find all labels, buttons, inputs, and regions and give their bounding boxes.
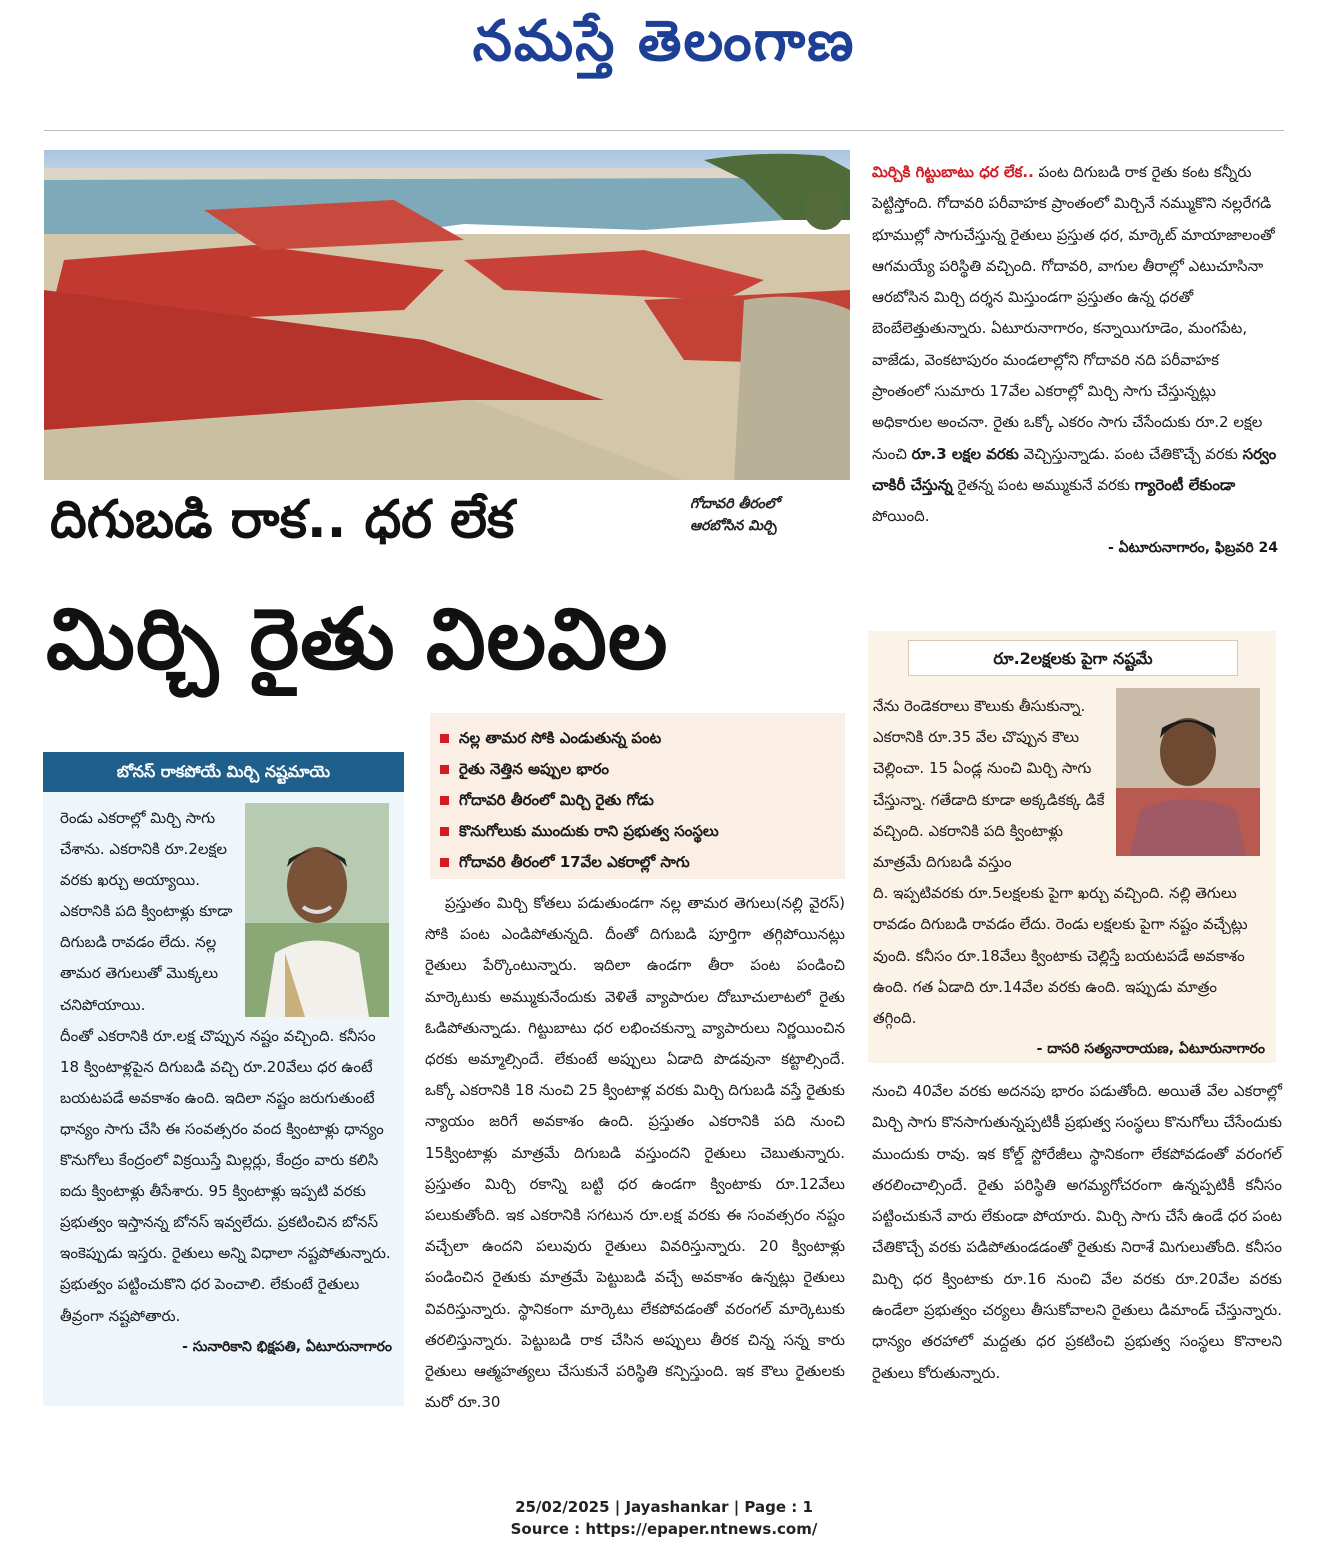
highlight-item: గోదావరి తీరంలో 17వేల ఎకరాల్లో సాగు [440, 847, 845, 878]
lead-text: పోయింది. [872, 507, 930, 526]
lead-article [872, 157, 1278, 564]
headline-main: మిర్చి రైతు విలవిల [46, 590, 669, 688]
highlight-item: నల్ల తామర సోకి ఎండుతున్న పంట [440, 723, 845, 754]
body-paragraph: ప్రస్తుతం మిర్చి కోతలు పడుతుండగా నల్ల తామర తెగులు(నల్లి వైరస్) సోకి పంట ఎండిపోతున్నది. దీంతో దిగుబడి పూర్తిగా తగ్గిపోయినట్లు రైతులు పేర్కొంటున్నారు. ఇదిలా ఉండగా తీరా పంట పండించి మార్కెటుకు అమ్ముకునేందుకు వెళితే వ్యాపారుల దోబూచులాటలో రైతు ఓడిపోతున్నాడు. గిట్టుబాటు ధర లభించకున్నా వ్యాపారులు నిర్ణయించిన ధరకు అమ్మాల్సిందే. లేకుంటే అప్పులు ఏడాది పొడవునా కట్టాల్సిందే. ఒక్కో ఎకరానికి 18 నుంచి 25 క్వింటాళ్ల వరకు మిర్చి దిగుబడి వస్తే రైతుకు న్యాయం జరిగే అవకాశం ఉంది. ప్రస్తుతం ఎకరానికి పది నుంచి 15క్వింటాళ్లు మాత్రమే దిగుబడి వస్తుందని రైతులు చెబుతున్నారు. ప్రస్తుతం మిర్చి రకాన్ని బట్టి ధర ఉండగా క్వింటాకు రూ.12వేలు పలుకుతోంది. ఇక ఎకరానికి సగటున రూ.లక్ష వరకు ఈ సంవత్సరం నష్టం వచ్చేలా ఉందని పలువురు రైతులు వివరిస్తున్నారు. 20 క్వింటాళ్లు పండించిన రైతుకు మాత్రమే పెట్టుబడి వచ్చే అవకాశం ఉన్నట్లు రైతులు వివరిస్తున్నారు. స్థానికంగా మార్కెటు లేకపోవడంతో వరంగల్ మార్కెటుకు తరలిస్తున్నారు. పెట్టుబడి రాక చేసిన అప్పులు తీరక చిన్న సన్న కారు రైతులు ఆత్మహత్యలు చేసుకునే పరిస్థితి కన్పిస్తుంది. ఇక కౌలు రైతులకు మరో రూ.30 [425, 894, 845, 1412]
testimonial-paragraph: నేను రెండెకరాలు కౌలుకు తీసుకున్నా. ఎకరానికి రూ.35 వేల చొప్పున కౌలు చెల్లించా. 15 ఏండ్ల నుంచి మిర్చి సాగు చేస్తున్నా. గతేడాది కూడా అక్కడికక్క డికే వచ్చింది. ఎకరానికి పది క్వింటాళ్లు మాత్రమే దిగుబడి వస్తుం [873, 697, 1105, 872]
testimonial-paragraph: ది. ఇప్పటివరకు రూ.5లక్షలకు పైగా ఖర్చు వచ్చింది. నల్లి తెగులు రావడం దిగుబడి రావడం లేదు. రెండు లక్షలకు పైగా నష్టం వచ్చేట్లు వుంది. కనీసం రూ.18వేలు క్వింటాకు చెల్లిస్తే బయటపడే అవకాశం ఉంది. గత ఏడాది రూ.14వేల వరకు ఉంది. ఇప్పుడు మాత్రం తగ్గింది. [873, 884, 1248, 1028]
dateline: - ఏటూరునాగారం, ఫిబ్రవరి 24 [1107, 539, 1278, 556]
masthead: నమస్తే తెలంగాణ [472, 8, 856, 74]
top-strip [44, 92, 1284, 131]
footer-source: Source : https://epaper.ntnews.com/ [510, 1520, 818, 1538]
lead-text: పంట దిగుబడి రాక రైతు కంట కన్నీరు పెట్టిస్తోంది. గోదావరి పరీవాహక ప్రాంతంలో మిర్చినే నమ్ముకొని నల్లరేగడి భూముల్లో సాగుచేస్తున్న రైతులు ప్రస్తుత ధర, మార్కెట్ మాయాజాలంతో ఆగమయ్యే పరిస్థితి వచ్చింది. గోదావరి, వాగుల తీరాల్లో ఎటుచూసినా ఆరబోసిన మిర్చి దర్శన మిస్తుండగా ప్రస్తుతం ఉన్న ధరతో బెంబేలెత్తుతున్నారు. ఏటూరునాగారం, కన్నాయిగూడెం, మంగపేట, వాజేడు, వెంకటాపురం మండలాల్లోని గోదావరి నది పరీవాహక ప్రాంతంలో సుమారు 17వేల ఎకరాల్లో మిర్చి సాగు చేస్తున్నట్లు అధికారుల అంచనా. రైతు ఒక్కో ఎకరం సాగు చేసేందుకు రూ.2 లక్షల నుంచి [872, 163, 1275, 463]
page-footer [0, 1496, 1328, 1540]
testimonial-signature-left: - సునారికాని భిక్షపతి, ఏటూరునాగారం [182, 1338, 392, 1355]
lead-text: రైతన్న పంట అమ్ముకునే వరకు [957, 475, 1130, 494]
photo-caption [690, 493, 840, 537]
riverbank-illustration [44, 150, 850, 480]
bullet-square-icon [440, 765, 449, 774]
testimonial-heading-right: రూ.2లక్షలకు పైగా నష్టమే [908, 640, 1238, 676]
testimonial-text-left [60, 803, 392, 1363]
highlight-item: రైతు నెత్తిన అప్పుల భారం [440, 754, 845, 785]
lead-bold: గ్యారెంటీ లేకుండా [1134, 475, 1236, 494]
headline-kicker: దిగుబడి రాక.. ధర లేక [50, 490, 515, 550]
lead-highlight: మిర్చికి గిట్టుబాటు ధర లేక.. [872, 163, 1034, 181]
footer-edition: 25/02/2025 | Jayashankar | Page : 1 [515, 1498, 813, 1516]
photo-caption-line: గోదావరి తీరంలో [690, 496, 780, 512]
bullet-square-icon [440, 827, 449, 836]
chilli-drying-photo [44, 150, 850, 480]
testimonial-paragraph: రెండు ఎకరాల్లో మిర్చి సాగు చేశాను. ఎకరానికి రూ.2లక్షల వరకు ఖర్చు అయ్యాయి. ఎకరానికి పది క్వింటాళ్లు కూడా దిగుబడి రావడం లేదు. నల్ల తామర తెగులుతో మొక్కలు చనిపోయాయి. [60, 809, 233, 1014]
highlights-box [430, 713, 845, 879]
body-paragraph: నుంచి 40వేల వరకు అదనపు భారం పడుతోంది. అయితే వేల ఎకరాల్లో మిర్చి సాగు కొనసాగుతున్నప్పటికీ ప్రభుత్వ సంస్థలు కొనుగోలు చేసేందుకు ముందుకు రావు. ఇక కోల్డ్ స్టోరేజీలు స్థానికంగా లేకపోవడంతో వరంగల్ తరలించాల్సిందే. రైతు పరిస్థితి అగమ్యగోచరంగా ఉన్నప్పటికీ కనీసం పట్టించుకునే వారు లేకుండా పోయారు. మిర్చి సాగు చేసే ఉండే ధర పంట చేతికొచ్చే వరకు పడిపోతుండడంతో రైతుకు నిరాశే మిగులుతోంది. కనీసం మిర్చి ధర క్వింటాకు రూ.16 నుంచి వేల వరకు రూ.20వేల వరకు ఉండేలా ప్రభుత్వం చర్యలు తీసుకోవాలని రైతులు డిమాండ్ చేస్తున్నారు. ధాన్యం తరహాలో మద్దతు ధర ప్రకటించి ప్రభుత్వ సంస్థలు కొనాలని రైతులు కోరుతున్నారు. [872, 1082, 1282, 1382]
lead-bold: రూ.3 లక్షల వరకు [911, 444, 1019, 463]
body-column-right [872, 1076, 1282, 1389]
photo-caption-line: ఆరబోసిన మిర్చి [690, 518, 777, 534]
bullet-square-icon [440, 796, 449, 805]
body-column-middle [425, 888, 845, 1418]
bullet-square-icon [440, 858, 449, 867]
testimonial-text-right [873, 691, 1265, 1065]
bullet-square-icon [440, 734, 449, 743]
testimonial-paragraph: దీంతో ఎకరానికి రూ.లక్ష చొప్పున నష్టం వచ్చింది. కనీసం 18 క్వింటాళ్లపైన దిగుబడి వచ్చి రూ.20వేలు ధర ఉంటే బయటపడే అవకాశం ఉంది. ఇదిలా నష్టం జరుగుతుంటే ధాన్యం సాగు చేసి ఈ సంవత్సరం వంద క్వింటాళ్లు ధాన్యం కొనుగోలు కేంద్రంలో విక్రయిస్తే మిల్లర్లు, కేంద్రం వారు కలిసి ఐదు క్వింటాళ్లు తీసేశారు. 95 క్వింటాళ్లు ఇప్పటి వరకు ప్రభుత్వం ఇస్తానన్న బోనస్ ఇవ్వలేదు. ప్రకటించిన బోనస్ ఇంకెప్పుడు ఇస్తరు. రైతులు అన్ని విధాలా నష్టపోతున్నారు. ప్రభుత్వం పట్టించుకొని ధర పెంచాలి. లేకుంటే రైతులు తీవ్రంగా నష్టపోతారు. [60, 1026, 391, 1325]
lead-bold: సర్వం చాకిరీ చేస్తున్న [872, 444, 1277, 494]
testimonial-heading-left: బోనస్ రాకపోయే మిర్చి నష్టమాయె [43, 752, 404, 792]
lead-paragraph [872, 157, 1278, 533]
lead-text: వెచ్చిస్తున్నాడు. పంట చేతికొచ్చే వరకు [1023, 444, 1238, 463]
highlight-item: కొనుగోలుకు ముందుకు రాని ప్రభుత్వ సంస్థలు [440, 816, 845, 847]
highlight-item: గోదావరి తీరంలో మిర్చి రైతు గోడు [440, 785, 845, 816]
testimonial-signature-right: - దాసరి సత్యనారాయణ, ఏటూరునాగారం [1036, 1041, 1265, 1058]
